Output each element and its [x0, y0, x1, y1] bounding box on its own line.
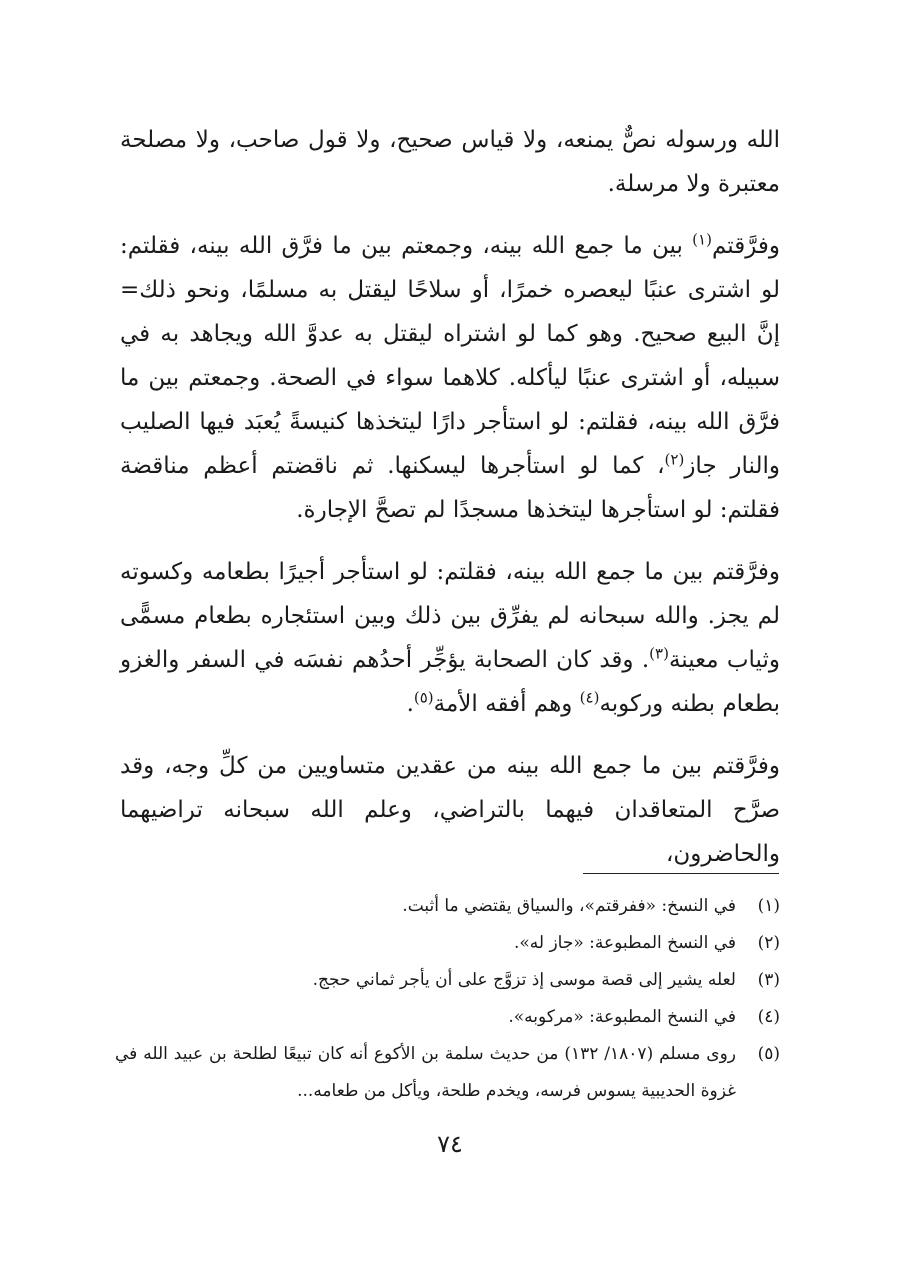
main-text — [120, 118, 780, 894]
footnote-text: لعله يشير إلى قصة موسى إذ تزوَّج على أن يأجر ثماني حجج. — [312, 970, 736, 990]
footnote-2 — [115, 925, 780, 962]
footnote-number: (٥) — [757, 1044, 780, 1064]
paragraph-3-text-a: وفرَّقتم بين ما جمع الله بينه، فقلتم: لو استأجر أجيرًا بطعامه وكسوته لم يجز. والله سبحانه لم يفرِّق بين ذلك وبين استئجاره بطعام مسمًّى وثياب معينة — [120, 559, 780, 673]
footnote-ref-1[interactable]: (١) — [692, 230, 712, 249]
footnote-number: (٢) — [757, 933, 780, 953]
paragraph-3-text-d: . — [406, 691, 414, 717]
footnote-text: في النسخ المطبوعة: «جاز له». — [513, 933, 736, 953]
paragraph-3-text-c: وهم أفقه الأمة — [433, 691, 580, 717]
paragraph-2-text-b: بين ما جمع الله بينه، وجمعتم بين ما فرَّق الله بينه، فقلتم: لو اشترى عنبًا ليعصره خمرًا، أو سلاحًا ليقتل به مسلمًا، ونحو ذلك= إنَّ البيع صحيح. وهو كما لو اشتراه ليقتل به عدوَّ الله ويجاهد به في سبيله، أو اشترى عنبًا ليأكله. كلاهما سواء في الصحة. وجمعتم بين ما فرَّق الله بينه، فقلتم: لو استأجر دارًا ليتخذها كنيسةً يُعبَد فيها الصليب والنار جاز — [120, 233, 780, 479]
paragraph-2 — [120, 224, 780, 532]
paragraph-2-text-c: ، كما لو استأجرها ليسكنها. ثم ناقضتم أعظم مناقضة فقلتم: لو استأجرها ليتخذها مسجدًا لم تصحَّ الإجارة. — [120, 453, 780, 523]
paragraph-2-text-a: وفرَّقتم — [711, 233, 780, 259]
footnote-4 — [115, 999, 780, 1036]
paragraph-3 — [120, 550, 780, 726]
footnotes — [115, 888, 780, 1110]
footnote-ref-2[interactable]: (٢) — [664, 450, 685, 469]
page-number: ٧٤ — [437, 1130, 463, 1158]
footnote-3 — [115, 962, 780, 999]
paragraph-3-text-b: . وقد كان الصحابة يؤجِّر أحدُهم نفسَه في السفر والغزو بطعام بطنه وركوبه — [120, 647, 780, 717]
footnote-ref-5[interactable]: (٥) — [413, 688, 434, 707]
footnote-text: روى مسلم (١٨٠٧/ ١٣٢) من حديث سلمة بن الأكوع أنه كان تبيعًا لطلحة بن عبيد الله في غزوة الحديبية يسوس فرسه، ويخدم طلحة، ويأكل من طعامه... — [115, 1044, 736, 1101]
footnote-text: في النسخ: «ففرقتم»، والسياق يقتضي ما أثبت. — [402, 896, 736, 916]
paragraph-1 — [120, 118, 780, 206]
paragraph-4 — [120, 744, 780, 876]
footnote-text: في النسخ المطبوعة: «مركوبه». — [508, 1007, 736, 1027]
footnote-divider — [583, 873, 779, 874]
footnote-number: (١) — [757, 896, 780, 916]
paragraph-1-text: الله ورسوله نصٌّ يمنعه، ولا قياس صحيح، ولا قول صاحب، ولا مصلحة معتبرة ولا مرسلة. — [120, 127, 780, 197]
paragraph-4-text: وفرَّقتم بين ما جمع الله بينه من عقدين متساويين من كلِّ وجه، وقد صرَّح المتعاقدان فيهما بالتراضي، وعلم الله سبحانه تراضيهما والحاضرون، — [120, 753, 780, 867]
footnote-ref-4[interactable]: (٤) — [579, 688, 600, 707]
footnote-number: (٣) — [757, 970, 780, 990]
footnote-number: (٤) — [757, 1007, 780, 1027]
footnote-1 — [115, 888, 780, 925]
footnote-ref-3[interactable]: (٣) — [649, 644, 669, 663]
footnote-5 — [115, 1036, 780, 1110]
